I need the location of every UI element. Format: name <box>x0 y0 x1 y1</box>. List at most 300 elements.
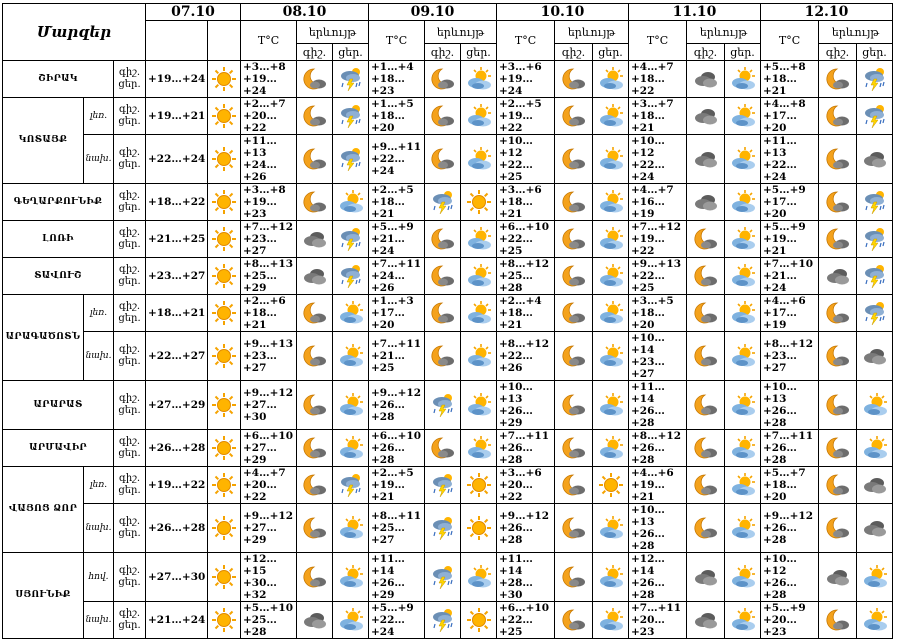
cloudsun-icon <box>857 430 893 467</box>
moon-icon <box>297 295 333 332</box>
table-row <box>3 221 893 258</box>
subregion-label: նախ. <box>84 602 114 639</box>
weather-header: երևույթ <box>425 21 497 44</box>
day-temp: +27…+29 <box>243 442 277 466</box>
subregion-label: լեռ. <box>84 295 114 332</box>
temp-range <box>241 504 297 553</box>
day-temp: +19…+22 <box>499 110 533 134</box>
cloudsun-icon <box>725 184 761 221</box>
temp-range <box>241 258 297 295</box>
cloudsun-icon <box>593 381 629 430</box>
day-temp: +19…+23 <box>243 196 277 220</box>
moon-icon <box>425 98 461 135</box>
regions-header: Մարզեր <box>3 4 146 61</box>
moon-icon <box>555 221 593 258</box>
moon-icon <box>687 258 725 295</box>
region-name: ՍՅՈՒՆԻՔ <box>3 553 84 639</box>
night-temp: +4…+7 <box>631 61 674 73</box>
day-temp: +21…+24 <box>371 233 405 257</box>
weather-header: երևույթ <box>297 21 369 44</box>
period-label <box>114 332 146 381</box>
table-row <box>3 467 893 504</box>
temp-range <box>369 184 425 221</box>
night-label: գիշ. <box>118 565 141 576</box>
day-label: ցեր. <box>118 202 141 213</box>
region-name: ԼՈՌԻ <box>3 221 114 258</box>
temp-range <box>369 61 425 98</box>
cloudsun-icon <box>725 430 761 467</box>
day-temp: +23…+27 <box>243 350 277 374</box>
night-temp: +5…+9 <box>763 184 806 196</box>
temp-range <box>629 184 687 221</box>
day-temp: +22…+24 <box>631 159 665 183</box>
cloudsun-icon <box>333 381 369 430</box>
sun-icon <box>208 98 241 135</box>
moon-icon <box>555 467 593 504</box>
night-label: գիշ. <box>118 344 141 355</box>
temp-range <box>241 332 297 381</box>
night-temp: +7…+11 <box>631 602 682 614</box>
storm-icon <box>333 98 369 135</box>
moon-icon <box>555 602 593 639</box>
moon-icon <box>687 221 725 258</box>
temp-range <box>497 467 555 504</box>
night-temp: +11…+13 <box>763 135 797 159</box>
temp-range <box>761 135 819 184</box>
moon-icon <box>819 332 857 381</box>
day-temp: +19…+22 <box>631 233 665 257</box>
day-temp: +26…+28 <box>631 577 665 601</box>
night-temp: +6…+10 <box>499 221 550 233</box>
day-temp: +18…+21 <box>371 196 405 220</box>
cloud-icon <box>819 258 857 295</box>
temp-value: +22…+27 <box>146 332 208 381</box>
temp-value: +18…+21 <box>146 295 208 332</box>
night-temp: +9…+12 <box>371 387 422 399</box>
night-temp: +2…+5 <box>499 98 542 110</box>
period-label <box>114 504 146 553</box>
temp-range <box>629 221 687 258</box>
night-temp: +10…+13 <box>763 381 797 405</box>
cloudsun-icon <box>333 504 369 553</box>
region-name: ԱՐԱԳԱԾՈՏՆ <box>3 295 84 381</box>
temp-range <box>761 258 819 295</box>
moon-icon <box>555 184 593 221</box>
night-temp: +9…+13 <box>243 338 294 350</box>
sun-icon <box>208 553 241 602</box>
day-label: ցեր. <box>118 528 141 539</box>
subregion-label: լեռ. <box>84 467 114 504</box>
day-temp: +26…+28 <box>631 528 665 552</box>
temp-range <box>241 184 297 221</box>
night-temp: +1…+5 <box>371 98 414 110</box>
night-temp: +8…+12 <box>763 338 814 350</box>
day-temp: +25…+29 <box>243 270 277 294</box>
night-temp: +6…+10 <box>243 430 294 442</box>
table-row <box>3 430 893 467</box>
day-temp: +18…+22 <box>631 73 665 97</box>
cloud-icon <box>857 135 893 184</box>
cloud-icon <box>297 258 333 295</box>
night-temp: +4…+6 <box>631 467 674 479</box>
temp-range <box>629 258 687 295</box>
sun-icon <box>461 467 497 504</box>
cloudsun-icon <box>725 98 761 135</box>
day-header: ցեր. <box>593 44 629 61</box>
period-label <box>114 135 146 184</box>
storm-icon <box>333 467 369 504</box>
temp-header: T°C <box>629 21 687 61</box>
day-temp: +22…+25 <box>499 159 533 183</box>
day-temp: +18…+20 <box>763 479 797 503</box>
period-label <box>114 553 146 602</box>
night-temp: +10…+12 <box>499 135 533 159</box>
weather-header: երևույթ <box>555 21 629 44</box>
moon-icon <box>819 381 857 430</box>
storm-icon <box>425 602 461 639</box>
temp-range <box>761 504 819 553</box>
day-label: ցեր. <box>118 485 141 496</box>
temp-range <box>497 332 555 381</box>
table-row <box>3 381 893 430</box>
day-temp: +26…+28 <box>371 442 405 466</box>
temp-range <box>629 135 687 184</box>
day-temp: +25…+28 <box>243 614 277 638</box>
night-temp: +9…+11 <box>371 141 422 153</box>
region-name: ՏԱՎՈՒՇ <box>3 258 114 295</box>
day-temp: +21…+24 <box>763 270 797 294</box>
day-temp: +26…+28 <box>763 405 797 429</box>
period-label <box>114 430 146 467</box>
night-temp: +5…+10 <box>243 602 294 614</box>
cloudsun-icon <box>725 553 761 602</box>
table-row <box>3 553 893 602</box>
day-temp: +24…+26 <box>371 270 405 294</box>
day-temp: +22…+24 <box>371 153 405 177</box>
temp-range <box>629 381 687 430</box>
temp-range <box>497 430 555 467</box>
moon-icon <box>687 430 725 467</box>
temp-range <box>369 467 425 504</box>
night-temp: +12…+15 <box>243 553 277 577</box>
period-label <box>114 467 146 504</box>
weather-header: երևույթ <box>687 21 761 44</box>
moon-icon <box>297 467 333 504</box>
day-temp: +17…+20 <box>763 196 797 220</box>
moon-icon <box>555 135 593 184</box>
storm-icon <box>857 295 893 332</box>
temp-value: +27…+30 <box>146 553 208 602</box>
storm-icon <box>333 135 369 184</box>
night-label: գիշ. <box>118 516 141 527</box>
cloudsun-icon <box>725 332 761 381</box>
moon-icon <box>297 430 333 467</box>
day-temp: +19…+24 <box>243 73 277 97</box>
temp-range <box>629 504 687 553</box>
day-label: ցեր. <box>118 313 141 324</box>
temp-range <box>761 381 819 430</box>
cloudsun-icon <box>857 602 893 639</box>
day-temp: +20…+22 <box>499 479 533 503</box>
night-temp: +1…+3 <box>371 295 414 307</box>
night-temp: +10…+12 <box>763 553 797 577</box>
moon-icon <box>687 295 725 332</box>
moon-icon <box>555 61 593 98</box>
night-temp: +7…+11 <box>499 430 550 442</box>
night-header: գիշ. <box>819 44 857 61</box>
temp-range <box>241 98 297 135</box>
temp-range <box>497 295 555 332</box>
night-temp: +7…+11 <box>763 430 814 442</box>
sun-icon <box>208 602 241 639</box>
cloudsun-icon <box>593 221 629 258</box>
cloud-icon <box>297 602 333 639</box>
moon-icon <box>687 381 725 430</box>
night-temp: +4…+6 <box>763 295 806 307</box>
moon-icon <box>297 61 333 98</box>
night-temp: +5…+9 <box>763 221 806 233</box>
moon-icon <box>555 430 593 467</box>
cloudsun-icon <box>725 504 761 553</box>
sun-icon <box>208 258 241 295</box>
temp-range <box>369 135 425 184</box>
cloudsun-icon <box>725 467 761 504</box>
blank-cell <box>146 21 208 61</box>
subregion-label: նախ. <box>84 135 114 184</box>
night-temp: +9…+12 <box>243 510 294 522</box>
night-temp: +5…+9 <box>763 602 806 614</box>
sun-icon <box>208 430 241 467</box>
table-row <box>3 504 893 553</box>
day-temp: +26…+28 <box>499 442 533 466</box>
moon-icon <box>425 61 461 98</box>
night-temp: +3…+8 <box>243 61 286 73</box>
day-label: ցեր. <box>118 620 141 631</box>
night-temp: +7…+10 <box>763 258 814 270</box>
sun-icon <box>208 504 241 553</box>
day-header: ցեր. <box>333 44 369 61</box>
cloudsun-icon <box>593 135 629 184</box>
cloudsun-icon <box>725 61 761 98</box>
cloud-icon <box>297 221 333 258</box>
night-label: գիշ. <box>118 190 141 201</box>
temp-value: +21…+25 <box>146 221 208 258</box>
cloudsun-icon <box>593 61 629 98</box>
cloud-icon <box>687 553 725 602</box>
subregion-label: նախ. <box>84 504 114 553</box>
cloudsun-icon <box>461 98 497 135</box>
temp-range <box>761 430 819 467</box>
day-temp: +26…+28 <box>371 399 405 423</box>
day-header: ցեր. <box>461 44 497 61</box>
night-label: գիշ. <box>118 227 141 238</box>
temp-range <box>241 553 297 602</box>
storm-icon <box>857 61 893 98</box>
night-temp: +3…+6 <box>499 61 542 73</box>
cloudsun-icon <box>461 61 497 98</box>
moon-icon <box>297 98 333 135</box>
moon-icon <box>555 381 593 430</box>
night-temp: +5…+8 <box>763 61 806 73</box>
sun-icon <box>208 61 241 98</box>
cloudsun-icon <box>593 553 629 602</box>
day-label: ցեր. <box>118 239 141 250</box>
period-label <box>114 258 146 295</box>
cloudsun-icon <box>725 135 761 184</box>
night-temp: +9…+12 <box>243 387 294 399</box>
night-label: գիշ. <box>118 147 141 158</box>
cloudsun-icon <box>593 602 629 639</box>
moon-icon <box>819 61 857 98</box>
day-temp: +18…+20 <box>631 307 665 331</box>
day-temp: +28…+30 <box>499 577 533 601</box>
storm-icon <box>857 258 893 295</box>
moon-icon <box>819 135 857 184</box>
temp-range <box>241 295 297 332</box>
moon-icon <box>819 467 857 504</box>
day-temp: +18…+21 <box>631 110 665 134</box>
cloud-icon <box>687 98 725 135</box>
region-name: ԿՈՏԱՅՔ <box>3 98 84 184</box>
day-temp: +25…+27 <box>371 522 405 546</box>
sun-icon <box>593 467 629 504</box>
day-temp: +26…+28 <box>499 522 533 546</box>
night-temp: +5…+9 <box>371 602 414 614</box>
cloudsun-icon <box>333 184 369 221</box>
night-temp: +7…+11 <box>371 338 422 350</box>
table-row <box>3 61 893 98</box>
night-temp: +12…+14 <box>631 553 665 577</box>
night-temp: +10…+12 <box>631 135 665 159</box>
moon-icon <box>819 98 857 135</box>
day-temp: +19…+21 <box>763 233 797 257</box>
temp-value: +19…+24 <box>146 61 208 98</box>
day-temp: +19…+24 <box>499 73 533 97</box>
night-temp: +8…+11 <box>371 510 422 522</box>
cloudsun-icon <box>593 430 629 467</box>
moon-icon <box>819 295 857 332</box>
table-row <box>3 98 893 135</box>
sun-icon <box>208 135 241 184</box>
night-label: գիշ. <box>118 608 141 619</box>
subregion-label: լեռ. <box>84 98 114 135</box>
moon-icon <box>297 553 333 602</box>
sun-icon <box>208 381 241 430</box>
cloudsun-icon <box>593 98 629 135</box>
period-label <box>114 61 146 98</box>
day-temp: +18…+23 <box>371 73 405 97</box>
temp-range <box>629 98 687 135</box>
cloudsun-icon <box>593 332 629 381</box>
night-temp: +8…+13 <box>243 258 294 270</box>
day-temp: +26…+28 <box>631 442 665 466</box>
temp-range <box>241 602 297 639</box>
cloud-icon <box>857 504 893 553</box>
temp-value: +21…+24 <box>146 602 208 639</box>
sun-icon <box>208 184 241 221</box>
night-temp: +9…+12 <box>763 510 814 522</box>
region-name: ԱՐԱՐԱՏ <box>3 381 114 430</box>
weather-header: երևույթ <box>819 21 893 44</box>
moon-icon <box>425 430 461 467</box>
cloudsun-icon <box>725 602 761 639</box>
night-temp: +3…+8 <box>243 184 286 196</box>
temp-range <box>761 221 819 258</box>
day-temp: +20…+22 <box>243 110 277 134</box>
table-row <box>3 258 893 295</box>
moon-icon <box>425 135 461 184</box>
date-header: 11.10 <box>629 4 761 21</box>
sun-icon <box>461 184 497 221</box>
day-header: ցեր. <box>857 44 893 61</box>
cloudsun-icon <box>461 553 497 602</box>
temp-range <box>497 221 555 258</box>
temp-value: +26…+28 <box>146 430 208 467</box>
temp-range <box>629 602 687 639</box>
period-label <box>114 602 146 639</box>
cloudsun-icon <box>461 430 497 467</box>
moon-icon <box>555 295 593 332</box>
moon-icon <box>819 184 857 221</box>
temp-range <box>241 221 297 258</box>
temp-range <box>497 504 555 553</box>
night-header: գիշ. <box>425 44 461 61</box>
temp-range <box>761 553 819 602</box>
night-temp: +9…+12 <box>499 510 550 522</box>
cloudsun-icon <box>333 430 369 467</box>
day-temp: +19…+21 <box>631 479 665 503</box>
blank-cell <box>208 21 241 61</box>
night-temp: +4…+7 <box>243 467 286 479</box>
day-header: ցեր. <box>725 44 761 61</box>
day-temp: +23…+27 <box>631 356 665 380</box>
moon-icon <box>425 221 461 258</box>
night-temp: +11…+14 <box>631 381 665 405</box>
night-label: գիշ. <box>118 67 141 78</box>
cloudsun-icon <box>593 184 629 221</box>
moon-icon <box>297 184 333 221</box>
cloudsun-icon <box>593 504 629 553</box>
moon-icon <box>819 602 857 639</box>
moon-icon <box>297 504 333 553</box>
temp-value: +19…+21 <box>146 98 208 135</box>
cloudsun-icon <box>333 553 369 602</box>
day-temp: +22…+25 <box>631 270 665 294</box>
table-row <box>3 184 893 221</box>
day-temp: +22…+24 <box>763 159 797 183</box>
moon-icon <box>555 553 593 602</box>
temp-range <box>761 184 819 221</box>
night-label: գիշ. <box>118 301 141 312</box>
cloud-icon <box>687 602 725 639</box>
cloud-icon <box>687 61 725 98</box>
forecast-table <box>2 3 893 639</box>
temp-range <box>497 184 555 221</box>
night-label: գիշ. <box>118 393 141 404</box>
night-header: գիշ. <box>687 44 725 61</box>
day-label: ցեր. <box>118 448 141 459</box>
night-temp: +3…+6 <box>499 467 542 479</box>
table-row <box>3 332 893 381</box>
storm-icon <box>425 553 461 602</box>
day-temp: +26…+28 <box>763 442 797 466</box>
day-temp: +26…+28 <box>763 577 797 601</box>
day-temp: +18…+21 <box>499 196 533 220</box>
subregion-label: հով. <box>84 553 114 602</box>
day-temp: +22…+25 <box>499 614 533 638</box>
night-temp: +7…+12 <box>631 221 682 233</box>
temp-range <box>241 61 297 98</box>
